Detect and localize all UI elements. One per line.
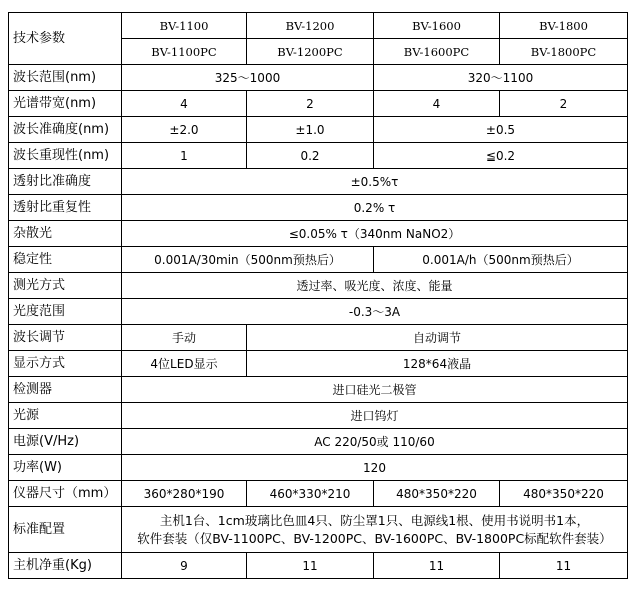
row-bandwidth [9, 91, 628, 117]
model-bv-1800pc: BV-1800PC [500, 39, 628, 65]
model-bv-1800: BV-1800 [500, 13, 628, 39]
model-bv-1100pc: BV-1100PC [122, 39, 247, 65]
row-label: 波长调节 [9, 325, 122, 351]
cell-value: 2 [500, 91, 628, 117]
row-photometric-mode [9, 273, 628, 299]
row-wavelength-repeatability [9, 143, 628, 169]
cell-value: 460*330*210 [247, 481, 374, 507]
row-label: 稳定性 [9, 247, 122, 273]
cell-value: 11 [500, 553, 628, 579]
row-label: 透射比准确度 [9, 169, 122, 195]
standard-config-line-1: 主机1台、1cm玻璃比色皿4只、防尘罩1只、电源线1根、使用书说明书1本， [159, 512, 590, 528]
model-bv-1600pc: BV-1600PC [374, 39, 500, 65]
row-photometric-range [9, 299, 628, 325]
row-label: 测光方式 [9, 273, 122, 299]
row-wavelength-adjust [9, 325, 628, 351]
standard-config-cell [122, 507, 628, 553]
row-wavelength-accuracy [9, 117, 628, 143]
cell-value: 0.2% τ [122, 195, 628, 221]
row-label: 光谱带宽(nm) [9, 91, 122, 117]
model-bv-1100: BV-1100 [122, 13, 247, 39]
cell-value: 手动 [122, 325, 247, 351]
row-stability [9, 247, 628, 273]
standard-config-line-2: 软件套装（仅BV-1100PC、BV-1200PC、BV-1600PC、BV-1800PC标配软件套装） [137, 530, 612, 546]
cell-value: 1 [122, 143, 247, 169]
cell-value: 128*64液晶 [247, 351, 628, 377]
row-wavelength-range [9, 65, 628, 91]
model-bv-1200: BV-1200 [247, 13, 374, 39]
row-dimensions [9, 481, 628, 507]
row-label: 波长重现性(nm) [9, 143, 122, 169]
cell-value: 360*280*190 [122, 481, 247, 507]
header-row [9, 13, 628, 39]
row-label: 主机净重(Kg) [9, 553, 122, 579]
cell-value: 4 [374, 91, 500, 117]
cell-value: ±2.0 [122, 117, 247, 143]
cell-value: -0.3～3A [122, 299, 628, 325]
row-power-supply [9, 429, 628, 455]
cell-value: 120 [122, 455, 628, 481]
row-label: 标准配置 [9, 507, 122, 553]
row-stray-light [9, 221, 628, 247]
row-light-source [9, 403, 628, 429]
cell-value: 进口钨灯 [122, 403, 628, 429]
row-label: 电源(V/Hz) [9, 429, 122, 455]
row-label: 杂散光 [9, 221, 122, 247]
row-label: 检测器 [9, 377, 122, 403]
cell-value: 9 [122, 553, 247, 579]
row-label: 功率(W) [9, 455, 122, 481]
cell-value: ±0.5%τ [122, 169, 628, 195]
cell-value: ≦0.2 [374, 143, 628, 169]
row-label: 显示方式 [9, 351, 122, 377]
cell-value: 11 [247, 553, 374, 579]
row-net-weight [9, 553, 628, 579]
spec-table [8, 12, 628, 579]
row-transmittance-repeatability [9, 195, 628, 221]
cell-value: ±1.0 [247, 117, 374, 143]
row-transmittance-accuracy [9, 169, 628, 195]
cell-value: ±0.5 [374, 117, 628, 143]
cell-value: 320～1100 [374, 65, 628, 91]
row-label: 波长准确度(nm) [9, 117, 122, 143]
cell-value: 4 [122, 91, 247, 117]
cell-value: 0.2 [247, 143, 374, 169]
cell-value: 11 [374, 553, 500, 579]
row-label: 光度范围 [9, 299, 122, 325]
model-bv-1200pc: BV-1200PC [247, 39, 374, 65]
cell-value: 自动调节 [247, 325, 628, 351]
row-label: 透射比重复性 [9, 195, 122, 221]
cell-value: 0.001A/30min（500nm预热后） [122, 247, 374, 273]
row-standard-config [9, 507, 628, 553]
cell-value: 480*350*220 [374, 481, 500, 507]
row-detector [9, 377, 628, 403]
row-power [9, 455, 628, 481]
row-label: 光源 [9, 403, 122, 429]
cell-value: 进口硅光二极管 [122, 377, 628, 403]
cell-value: 0.001A/h（500nm预热后） [374, 247, 628, 273]
row-label: 仪器尺寸（mm） [9, 481, 122, 507]
cell-value: 325～1000 [122, 65, 374, 91]
cell-value: 480*350*220 [500, 481, 628, 507]
header-label: 技术参数 [9, 13, 122, 65]
row-label: 波长范围(nm) [9, 65, 122, 91]
cell-value: AC 220/50或 110/60 [122, 429, 628, 455]
cell-value: 2 [247, 91, 374, 117]
model-bv-1600: BV-1600 [374, 13, 500, 39]
cell-value: ≤0.05% τ（340nm NaNO2） [122, 221, 628, 247]
cell-value: 透过率、吸光度、浓度、能量 [122, 273, 628, 299]
cell-value: 4位LED显示 [122, 351, 247, 377]
row-display-mode [9, 351, 628, 377]
